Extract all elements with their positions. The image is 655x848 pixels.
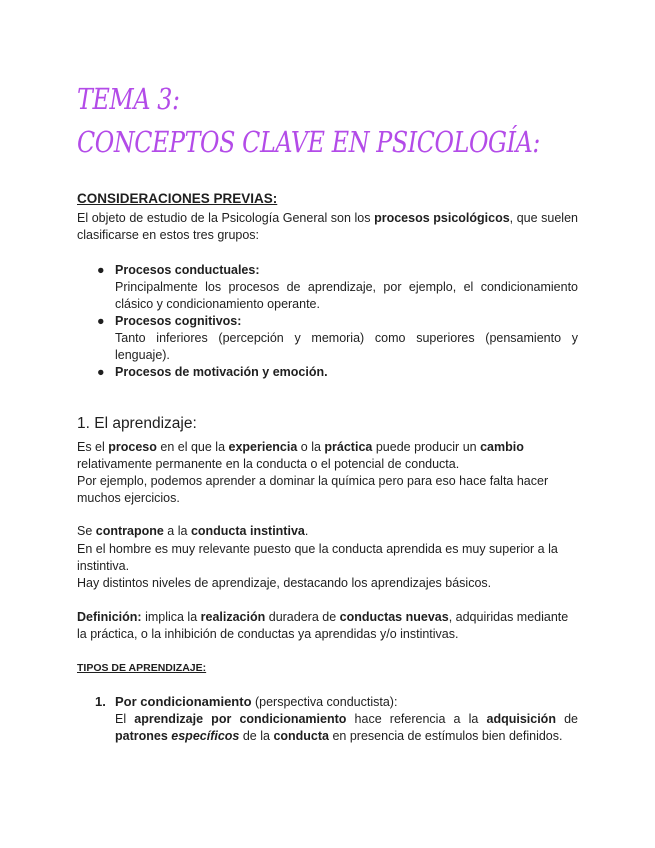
bullet-icon: ● — [97, 314, 105, 328]
text: puede producir un — [372, 440, 481, 454]
bullet-icon: ● — [97, 263, 105, 277]
numbered-item-1 — [95, 693, 578, 745]
text: en presencia de estímulos bien definidos. — [329, 729, 563, 743]
item-desc — [115, 711, 578, 745]
bold-text: práctica — [324, 440, 373, 454]
bold-text: conducta instintiva — [190, 524, 305, 538]
text: relativamente permanente en la conducta o el potencial de conducta. — [77, 457, 460, 471]
bold-italic-text: específicos — [171, 729, 240, 743]
list-item-label: Procesos de motivación y emoción. — [115, 365, 328, 379]
process-list — [77, 262, 578, 381]
aprendizaje-paragraph-3: En el hombre es muy relevante puesto que la conducta aprendida es muy superior a la instintiva. — [77, 542, 558, 573]
bullet-icon: ● — [97, 365, 105, 379]
bold-text: conductas nuevas — [339, 610, 449, 624]
text: implica la — [141, 610, 201, 624]
text: Es el — [77, 440, 109, 454]
bold-text: patrones — [115, 729, 168, 743]
section-heading-aprendizaje: 1. El aprendizaje: — [77, 415, 197, 432]
bold-text: cambio — [480, 440, 524, 454]
text: Se — [77, 524, 96, 538]
aprendizaje-paragraph-2 — [77, 523, 578, 540]
title-line-2: CONCEPTOS CLAVE EN PSICOLOGÍA: — [77, 125, 540, 159]
list-item-label: Procesos cognitivos: — [115, 314, 242, 328]
list-item-desc: Tanto inferiores (percepción y memoria) como superiores (pensamiento y lenguaje). — [115, 331, 578, 362]
text: en el que la — [156, 440, 229, 454]
item-label: Por condicionamiento — [115, 694, 252, 709]
aprendizaje-example: Por ejemplo, podemos aprender a dominar la química pero para eso hace falta hacer muchos ejercicios. — [77, 474, 549, 505]
list-item — [77, 262, 578, 313]
definicion-label: Definición: — [77, 610, 142, 624]
intro-bold: procesos psicológicos — [374, 211, 510, 225]
intro-text: El objeto de estudio de la Psicología General son los — [77, 211, 375, 225]
text: hace referencia a la — [346, 712, 487, 726]
bold-text: aprendizaje por condicionamiento — [134, 712, 347, 726]
text: duradera de — [265, 610, 340, 624]
tipos-heading: TIPOS DE APRENDIZAJE: — [77, 662, 207, 674]
text: a la — [163, 524, 191, 538]
text: El — [115, 712, 135, 726]
title-line-1: TEMA 3: — [77, 82, 180, 116]
text: . — [304, 524, 309, 538]
aprendizaje-paragraph-1 — [77, 439, 578, 473]
list-item — [77, 364, 578, 381]
bold-text: conducta — [273, 729, 329, 743]
list-item-label: Procesos conductuales: — [115, 263, 260, 277]
consideraciones-intro — [77, 210, 578, 244]
list-item — [77, 313, 578, 364]
section-heading-consideraciones: CONSIDERACIONES PREVIAS: — [77, 191, 278, 206]
bold-text: adquisición — [486, 712, 556, 726]
text: o la — [297, 440, 325, 454]
aprendizaje-paragraph-4: Hay distintos niveles de aprendizaje, destacando los aprendizajes básicos. — [77, 576, 492, 590]
intro-text-end: , que suelen clasificarse en estos tres grupos: — [77, 211, 578, 242]
text: , adquiridas mediante la práctica, o la inhibición de conductas ya aprendidas y/o instintivas. — [77, 610, 569, 641]
bold-text: experiencia — [228, 440, 298, 454]
text: de la — [239, 729, 274, 743]
item-number: 1. — [95, 694, 106, 709]
item-label-note: (perspectiva conductista): — [251, 695, 398, 709]
bold-text: proceso — [108, 440, 157, 454]
text: de — [555, 712, 578, 726]
list-item-desc: Principalmente los procesos de aprendizaje, por ejemplo, el condicionamiento clásico y condicionamiento operante. — [115, 280, 578, 311]
bold-text: realización — [200, 610, 266, 624]
bold-text: contrapone — [95, 524, 164, 538]
definicion-paragraph — [77, 609, 578, 643]
